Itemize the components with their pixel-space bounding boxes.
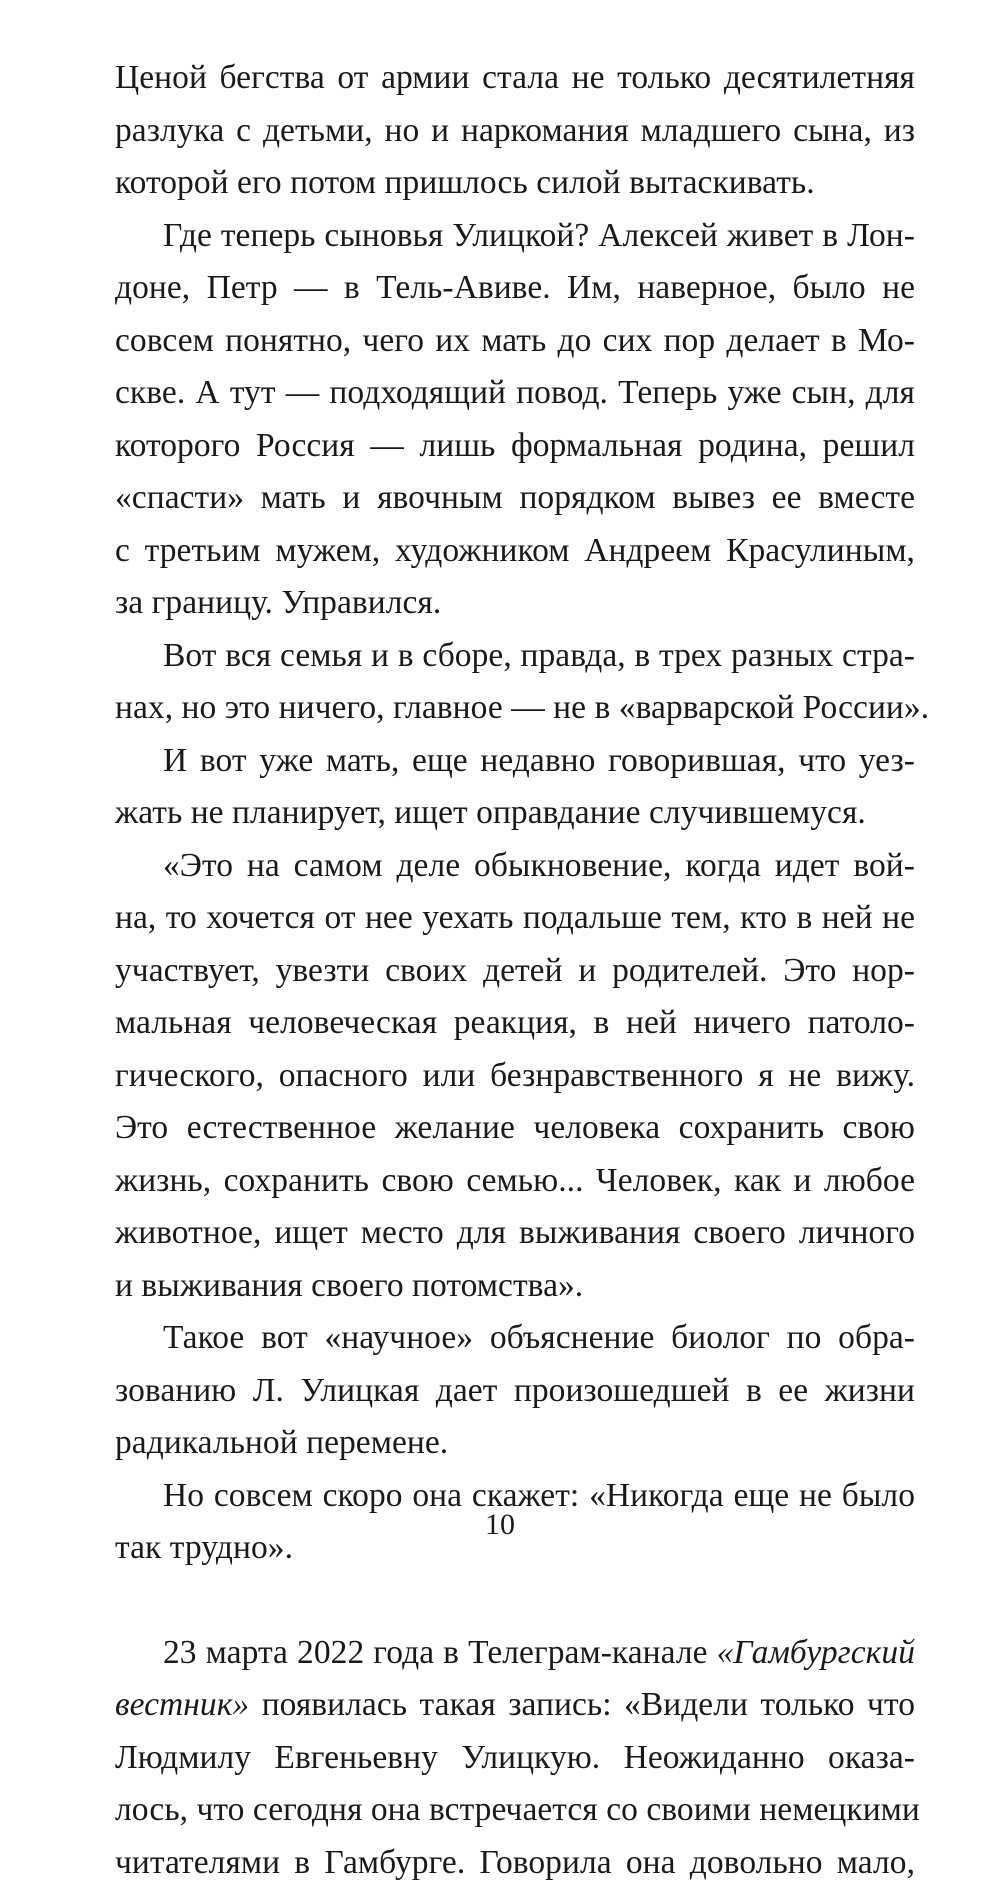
paragraph-gap: [115, 1575, 915, 1627]
page-text: [115, 52, 915, 1889]
text-line: разлука с детьми, но и наркомания младшего сына, из: [115, 105, 915, 158]
text-line: животное, ищет место для выживания своего личного: [115, 1207, 915, 1260]
text-line: Ценой бегства от армии стала не только десятилетняя: [115, 52, 915, 105]
text-line: за границу. Управился.: [115, 577, 915, 630]
text-line: [115, 1627, 915, 1680]
text-line: так трудно».: [115, 1522, 915, 1575]
text-line: «Это на самом деле обыкновение, когда идет вой-: [115, 840, 915, 893]
text-line: лось, что сегодня она встречается со своими немецкими: [115, 1784, 915, 1837]
text-line: жизнь, сохранить свою семью... Человек, как и любое: [115, 1155, 915, 1208]
text-run: 23 марта 2022 года в Телеграм-канале: [163, 1634, 717, 1671]
text-line: мальная человеческая реакция, в ней ничего патоло-: [115, 997, 915, 1050]
page-number: 10: [0, 1505, 1000, 1545]
text-line: Где теперь сыновья Улицкой? Алексей живет в Лон-: [115, 210, 915, 263]
text-line: с третьим мужем, художником Андреем Красулиным,: [115, 525, 915, 578]
italic-title: вестник»: [115, 1686, 249, 1723]
text-line: жать не планирует, ищет оправдание случившемуся.: [115, 787, 915, 840]
text-line: которого Россия — лишь формальная родина, решил: [115, 420, 915, 473]
text-line: участвует, увезти своих детей и родителей. Это нор-: [115, 945, 915, 998]
text-line: Людмилу Евгеньевну Улицкую. Неожиданно оказа-: [115, 1732, 915, 1785]
text-run: появилась такая запись: «Видели только что: [249, 1686, 915, 1723]
text-line: которой его потом пришлось силой вытаскивать.: [115, 157, 915, 210]
text-line: нах, но это ничего, главное — не в «варварской России».: [115, 682, 915, 735]
text-line: доне, Петр — в Тель-Авиве. Им, наверное, было не: [115, 262, 915, 315]
text-line: радикальной перемене.: [115, 1417, 915, 1470]
text-line: на, то хочется от нее уехать подальше тем, кто в ней не: [115, 892, 915, 945]
text-line: «спасти» мать и явочным порядком вывез ее вместе: [115, 472, 915, 525]
text-line: гического, опасного или безнравственного я не вижу.: [115, 1050, 915, 1103]
text-line: совсем понятно, чего их мать до сих пор делает в Мо-: [115, 315, 915, 368]
text-line: И вот уже мать, еще недавно говорившая, что уез-: [115, 735, 915, 788]
text-line: и выживания своего потомства».: [115, 1260, 915, 1313]
italic-title: «Гамбургский: [717, 1634, 915, 1671]
text-line: зованию Л. Улицкая дает произошедшей в ее жизни: [115, 1365, 915, 1418]
text-line: Но совсем скоро она скажет: «Никогда еще не было: [115, 1470, 915, 1523]
text-line: [115, 1679, 915, 1732]
text-line: Вот вся семья и в сборе, правда, в трех разных стра-: [115, 630, 915, 683]
text-line: Такое вот «научное» объяснение биолог по обра-: [115, 1312, 915, 1365]
text-line: скве. А тут — подходящий повод. Теперь уже сын, для: [115, 367, 915, 420]
text-line: читателями в Гамбурге. Говорила она довольно мало,: [115, 1837, 915, 1889]
text-line: Это естественное желание человека сохранить свою: [115, 1102, 915, 1155]
